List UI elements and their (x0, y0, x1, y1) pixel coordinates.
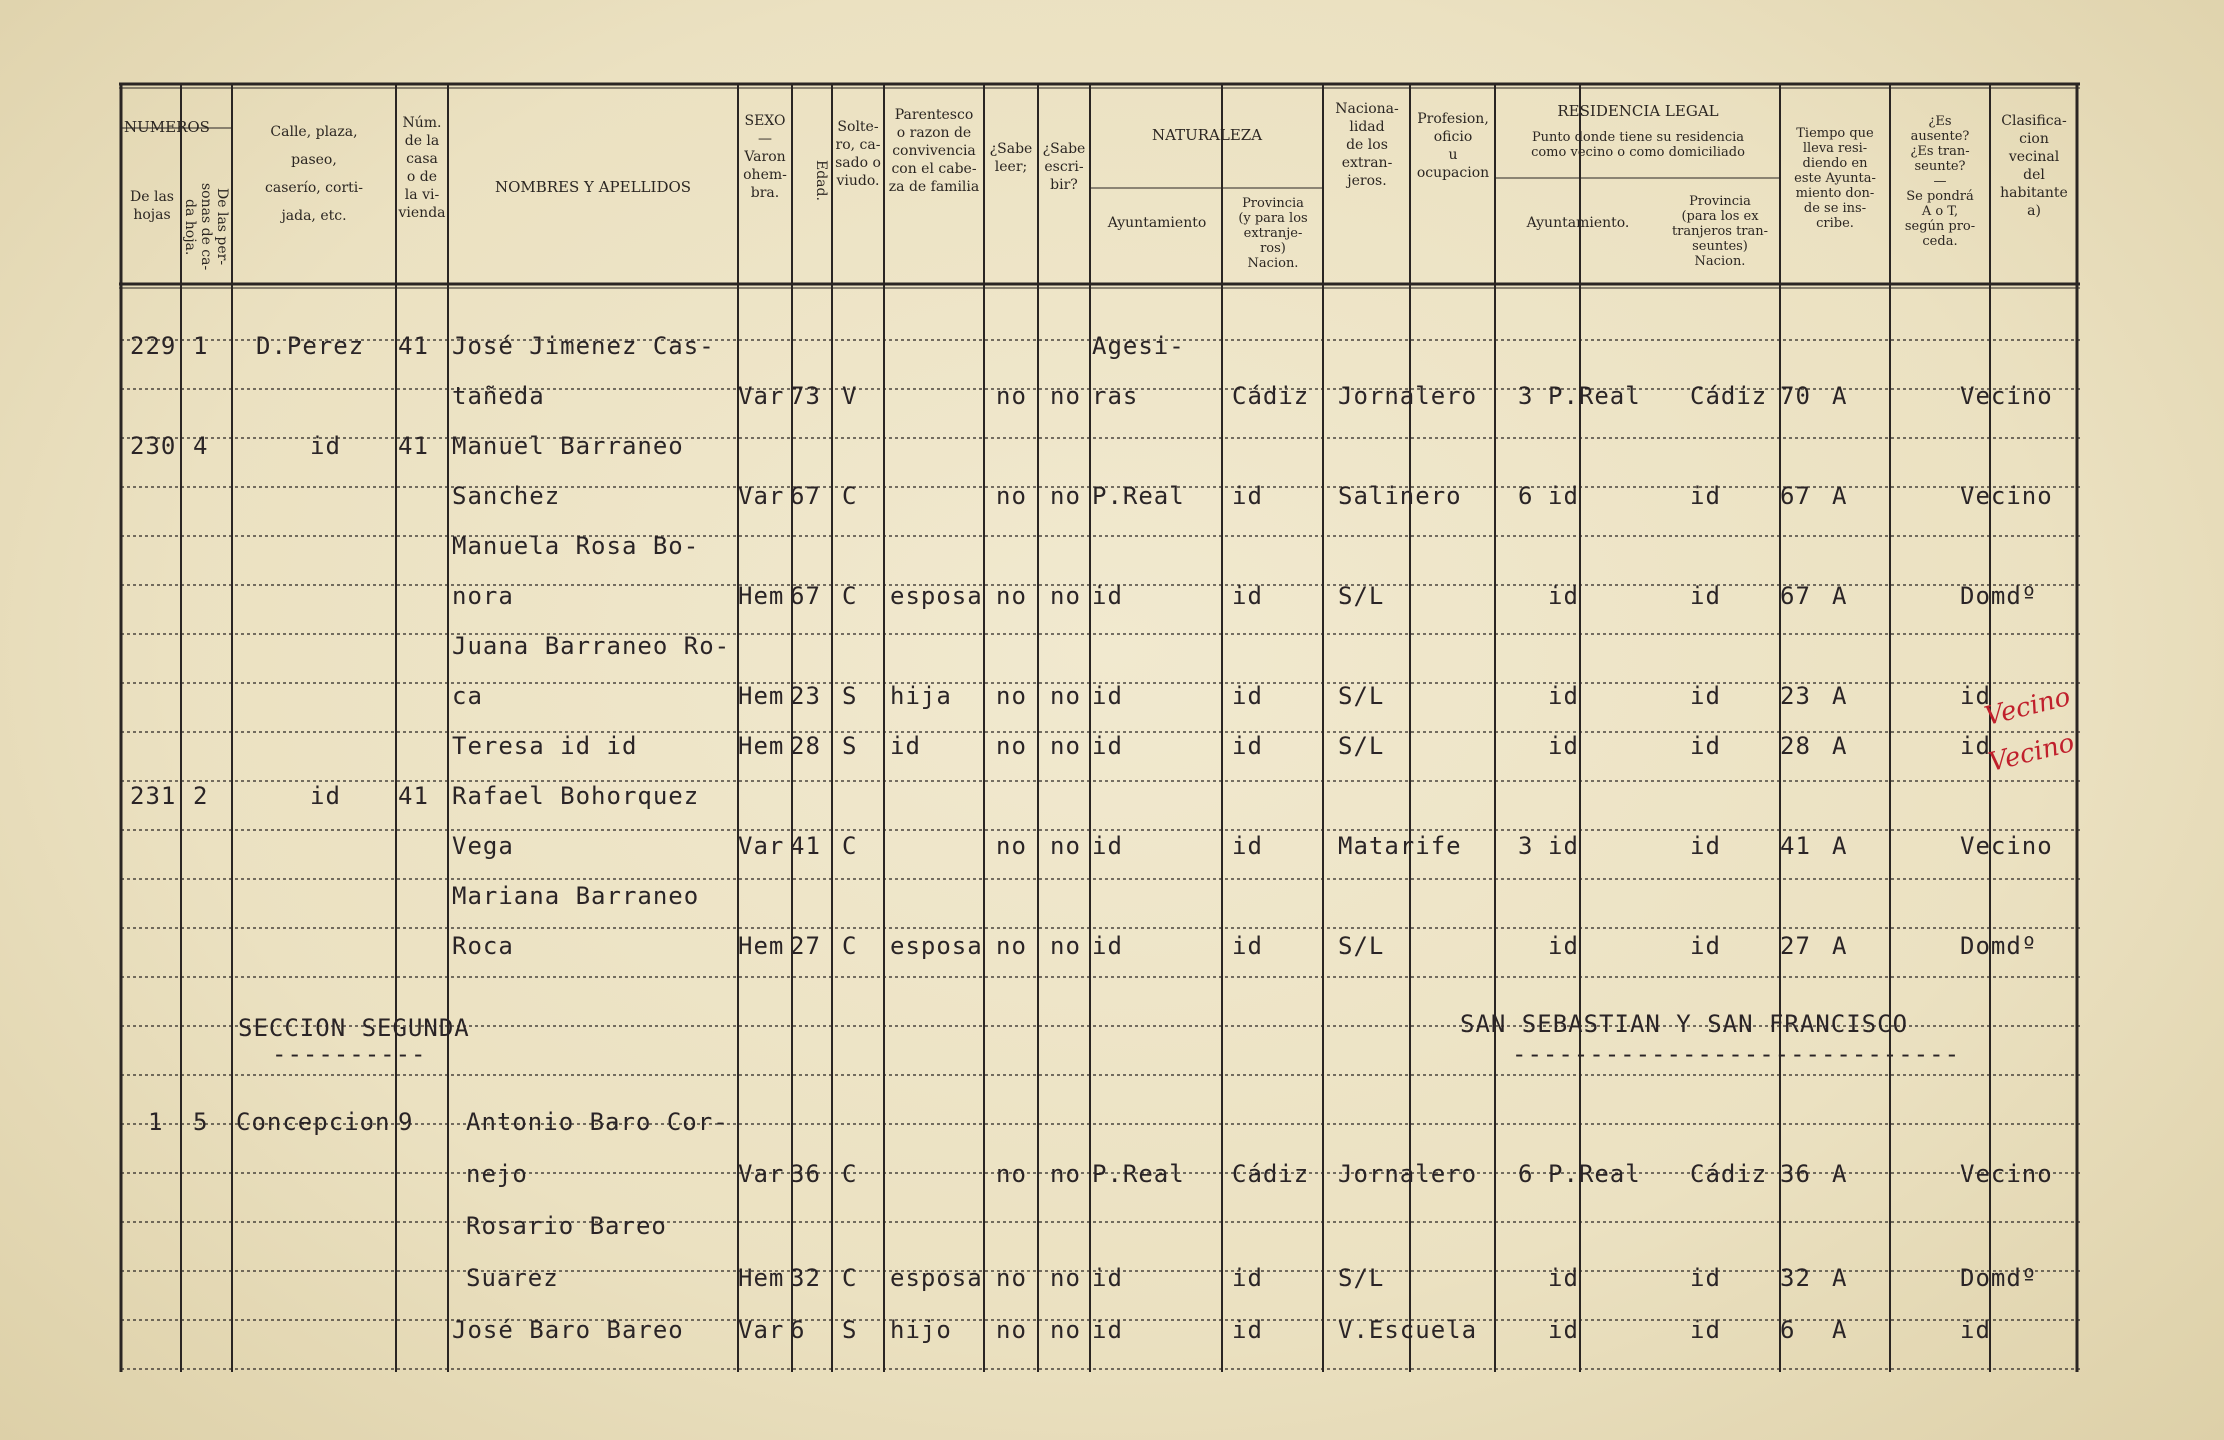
header-num-casa: Núm. de la casa o de la vi- vienda (398, 115, 446, 221)
header-de-las-hojas: De las hojas (130, 189, 174, 223)
entry-naturaleza-provincia: id (1232, 582, 1263, 610)
entry-profesion: S/L (1338, 582, 1385, 610)
entry-tiempo-inscripcion-flag: 6 (1518, 1160, 1534, 1188)
entry-naturaleza-provincia: Cádiz (1232, 1160, 1310, 1188)
entry-hoja-num: 229 (130, 332, 177, 360)
section-title-right: SAN SEBASTIAN Y SAN FRANCISCO (1460, 1010, 1909, 1038)
entry-naturaleza-ayuntamiento: id (1092, 832, 1123, 860)
entry-residencia-provincia: id (1690, 1316, 1721, 1344)
entry-naturaleza-ayuntamiento: id (1092, 932, 1123, 960)
entry-profesion: Matarife (1338, 832, 1462, 860)
entry-residencia-ayuntamiento: id (1548, 932, 1579, 960)
entry-edad: 6 (790, 1316, 806, 1344)
entry-naturaleza-ayuntamiento: id (1092, 682, 1123, 710)
entry-tiempo-residencia: 23 (1780, 682, 1811, 710)
entry-sexo: Hem (738, 732, 785, 760)
entry-edad: 32 (790, 1264, 821, 1292)
entry-residencia-provincia: Cádiz (1690, 382, 1768, 410)
handwritten-annotation: Vecino (1981, 681, 2074, 733)
handwritten-annotation: Vecino (1985, 727, 2078, 779)
entry-tiempo-inscripcion-flag: 3 (1518, 382, 1534, 410)
entry-tiempo-residencia: 27 (1780, 932, 1811, 960)
entry-tiempo-inscripcion-flag: 3 (1518, 832, 1534, 860)
entry-estado-civil: S (842, 682, 858, 710)
entry-ausente: A (1832, 1316, 1848, 1344)
entry-naturaleza-ayuntamiento: P.Real (1092, 482, 1185, 510)
entry-naturaleza-provincia: id (1232, 732, 1263, 760)
entry-sexo: Var (738, 482, 785, 510)
entry-clasificacion: Vecino (1960, 382, 2053, 410)
entry-clasificacion: Domdº (1960, 1264, 2038, 1292)
entry-calle: id (310, 782, 341, 810)
header-profesion: Profesion, oficio u ocupacion (1416, 111, 1490, 181)
entry-nombre: ca (452, 682, 483, 710)
entry-naturaleza-provincia: id (1232, 932, 1263, 960)
entry-nombre: Manuel Barraneo (452, 432, 684, 460)
entry-naturaleza-provincia: Cádiz (1232, 382, 1310, 410)
header-numeros: NUMEROS (124, 118, 210, 136)
entry-naturaleza-ayuntamiento: id (1092, 582, 1123, 610)
header-sexo: SEXO — Varon ohem- bra. (743, 113, 787, 201)
header-parentesco: Parentesco o razon de convivencia con el cabe- za de familia (888, 107, 980, 195)
entry-tiempo-inscripcion-flag: 6 (1518, 482, 1534, 510)
entry-residencia-ayuntamiento: id (1548, 682, 1579, 710)
entry-estado-civil: C (842, 1264, 858, 1292)
entry-residencia-ayuntamiento: id (1548, 732, 1579, 760)
entry-clasificacion: Vecino (1960, 1160, 2053, 1188)
entry-nombre: José Jimenez Cas- (452, 332, 715, 360)
entry-sabe-leer: no (996, 1316, 1027, 1344)
entry-tiempo-residencia: 67 (1780, 482, 1811, 510)
entry-residencia-ayuntamiento: id (1548, 482, 1579, 510)
entry-casa-num: 41 (398, 432, 429, 460)
header-edad: Edad. (813, 159, 829, 201)
entry-naturaleza-provincia: id (1232, 482, 1263, 510)
entry-casa-num: 41 (398, 782, 429, 810)
entry-profesion: V.Escuela (1338, 1316, 1478, 1344)
entry-nombre: José Baro Bareo (452, 1316, 684, 1344)
entry-sabe-leer: no (996, 732, 1027, 760)
entry-nombre: Vega (452, 832, 514, 860)
entry-nombre: Rafael Bohorquez (452, 782, 700, 810)
entry-clasificacion: Vecino (1960, 832, 2053, 860)
entry-parentesco: hijo (890, 1316, 952, 1344)
entry-ausente: A (1832, 1160, 1848, 1188)
entry-sabe-leer: no (996, 482, 1027, 510)
entry-clasificacion: Domdº (1960, 582, 2038, 610)
entry-residencia-ayuntamiento: id (1548, 1316, 1579, 1344)
entry-residencia-provincia: id (1690, 932, 1721, 960)
entry-nombre: nora (452, 582, 514, 610)
entry-persona-num: 5 (193, 1108, 209, 1136)
header-nombres: NOMBRES Y APELLIDOS (494, 178, 692, 196)
entry-residencia-ayuntamiento: P.Real (1548, 1160, 1641, 1188)
entry-edad: 36 (790, 1160, 821, 1188)
header-provincia-nat: Provincia (y para los extranje- ros) Nacion. (1238, 196, 1308, 271)
entry-estado-civil: S (842, 732, 858, 760)
entry-ausente: A (1832, 582, 1848, 610)
header-residencia-legal: RESIDENCIA LEGAL (1557, 102, 1719, 120)
entry-residencia-provincia: id (1690, 832, 1721, 860)
entry-ausente: A (1832, 732, 1848, 760)
header-ausente: ¿Es ausente? ¿Es tran- seunte? — Se pondrá A o T, según pro- ceda. (1904, 114, 1976, 249)
entry-sexo: Hem (738, 682, 785, 710)
entry-sexo: Hem (738, 932, 785, 960)
entry-sabe-escribir: no (1050, 732, 1081, 760)
entry-estado-civil: V (842, 382, 858, 410)
entry-naturaleza-provincia: id (1232, 1316, 1263, 1344)
entry-residencia-provincia: id (1690, 1264, 1721, 1292)
entry-residencia-provincia: id (1690, 732, 1721, 760)
entry-estado-civil: C (842, 832, 858, 860)
entry-persona-num: 4 (193, 432, 209, 460)
entry-edad: 67 (790, 482, 821, 510)
entry-residencia-provincia: id (1690, 682, 1721, 710)
entry-clasificacion: id (1960, 682, 1991, 710)
entry-residencia-provincia: Cádiz (1690, 1160, 1768, 1188)
header-ayuntamiento-res: Ayuntamiento. (1526, 215, 1630, 231)
entry-sexo: Var (738, 382, 785, 410)
entry-sabe-leer: no (996, 1264, 1027, 1292)
entry-naturaleza-ayuntamiento: id (1092, 732, 1123, 760)
entry-sabe-escribir: no (1050, 832, 1081, 860)
entry-edad: 28 (790, 732, 821, 760)
entry-ausente: A (1832, 832, 1848, 860)
entry-parentesco: esposa (890, 1264, 983, 1292)
entry-naturaleza-provincia: id (1232, 1264, 1263, 1292)
entry-estado-civil: C (842, 582, 858, 610)
entry-tiempo-residencia: 41 (1780, 832, 1811, 860)
entry-ausente: A (1832, 682, 1848, 710)
entry-edad: 73 (790, 382, 821, 410)
entry-sabe-escribir: no (1050, 1264, 1081, 1292)
header-de-las-personas: De las per- sonas de ca- da hoja. (182, 183, 230, 271)
entry-nombre: Mariana Barraneo (452, 882, 700, 910)
entry-casa-num: 9 (398, 1108, 414, 1136)
entry-ausente: A (1832, 932, 1848, 960)
header-provincia-res: Provincia (para los ex tranjeros tran- seuntes) Nacion. (1671, 194, 1769, 269)
entry-tiempo-residencia: 36 (1780, 1160, 1811, 1188)
entry-nombre: Manuela Rosa Bo- (452, 532, 700, 560)
entry-calle: D.Perez (256, 332, 365, 360)
entry-naturaleza-provincia: id (1232, 682, 1263, 710)
entry-edad: 41 (790, 832, 821, 860)
entry-sabe-escribir: no (1050, 482, 1081, 510)
entry-profesion: Jornalero (1338, 382, 1478, 410)
header-soltero: Solte- ro, ca- sado o viudo. (835, 119, 881, 189)
entry-clasificacion: id (1960, 1316, 1991, 1344)
entry-parentesco: esposa (890, 582, 983, 610)
entry-tiempo-residencia: 6 (1780, 1316, 1796, 1344)
entry-persona-num: 2 (193, 782, 209, 810)
entry-sexo: Var (738, 1160, 785, 1188)
header-nacionalidad: Naciona- lidad de los extran- jeros. (1335, 101, 1399, 189)
entry-estado-civil: C (842, 482, 858, 510)
entry-clasificacion: id (1960, 732, 1991, 760)
entry-naturaleza-ayuntamiento: P.Real (1092, 1160, 1185, 1188)
entry-sabe-leer: no (996, 682, 1027, 710)
entry-edad: 67 (790, 582, 821, 610)
entry-sexo: Hem (738, 582, 785, 610)
header-ayuntamiento: Ayuntamiento (1107, 215, 1207, 231)
entry-nombre: Suarez (466, 1264, 559, 1292)
entry-sexo: Hem (738, 1264, 785, 1292)
entry-ausente: A (1832, 482, 1848, 510)
entry-sabe-leer: no (996, 1160, 1027, 1188)
section-underline-right: ----------------------------- (1512, 1040, 1961, 1068)
header-sabe-leer: ¿Sabe leer; (989, 141, 1033, 175)
entry-profesion: S/L (1338, 682, 1385, 710)
entry-residencia-provincia: id (1690, 582, 1721, 610)
entry-sabe-leer: no (996, 382, 1027, 410)
section-title-left: SECCION SEGUNDA (238, 1014, 470, 1042)
entry-tiempo-residencia: 32 (1780, 1264, 1811, 1292)
entry-nombre: nejo (466, 1160, 528, 1188)
entry-tiempo-residencia: 67 (1780, 582, 1811, 610)
section-underline-left: ---------- (272, 1040, 427, 1068)
entry-estado-civil: C (842, 1160, 858, 1188)
entry-ausente: A (1832, 1264, 1848, 1292)
entry-hoja-num: 231 (130, 782, 177, 810)
entry-edad: 23 (790, 682, 821, 710)
entry-calle: Concepcion (236, 1108, 391, 1136)
entry-parentesco: hija (890, 682, 952, 710)
entry-calle: id (310, 432, 341, 460)
entry-hoja-num: 1 (148, 1108, 164, 1136)
entry-residencia-ayuntamiento: id (1548, 582, 1579, 610)
entry-sabe-leer: no (996, 932, 1027, 960)
entry-nombre: tañeda (452, 382, 545, 410)
entry-edad: 27 (790, 932, 821, 960)
entry-residencia-provincia: id (1690, 482, 1721, 510)
entry-tiempo-residencia: 70 (1780, 382, 1811, 410)
entry-naturaleza-ayuntamiento: id (1092, 1316, 1123, 1344)
entry-clasificacion: Domdº (1960, 932, 2038, 960)
entry-parentesco: id (890, 732, 921, 760)
entry-sabe-escribir: no (1050, 932, 1081, 960)
entry-naturaleza-provincia: id (1232, 832, 1263, 860)
header-clasificacion: Clasifica- cion vecinal del habitante a) (2000, 113, 2068, 219)
entry-clasificacion: Vecino (1960, 482, 2053, 510)
entry-profesion: S/L (1338, 932, 1385, 960)
entry-residencia-ayuntamiento: P.Real (1548, 382, 1641, 410)
entry-naturaleza-ayuntamiento: ras (1092, 382, 1139, 410)
entry-profesion: Salinero (1338, 482, 1462, 510)
entry-casa-num: 41 (398, 332, 429, 360)
entry-sabe-leer: no (996, 582, 1027, 610)
entry-residencia-ayuntamiento: id (1548, 1264, 1579, 1292)
entry-sexo: Var (738, 1316, 785, 1344)
entry-naturaleza-ayuntamiento: id (1092, 1264, 1123, 1292)
entry-nombre: Roca (452, 932, 514, 960)
entry-nombre: Teresa id id (452, 732, 638, 760)
entry-nombre: Antonio Baro Cor- (466, 1108, 729, 1136)
entry-sexo: Var (738, 832, 785, 860)
entry-sabe-escribir: no (1050, 682, 1081, 710)
entry-residencia-ayuntamiento: id (1548, 832, 1579, 860)
entry-ausente: A (1832, 382, 1848, 410)
entry-nombre: Sanchez (452, 482, 561, 510)
header-calle: Calle, plaza, paseo, caserío, corti- jada, etc. (265, 124, 363, 224)
entry-sabe-escribir: no (1050, 1316, 1081, 1344)
entry-sabe-escribir: no (1050, 382, 1081, 410)
header-sabe-escribir: ¿Sabe escri- bir? (1042, 141, 1086, 193)
entry-hoja-num: 230 (130, 432, 177, 460)
entry-profesion: S/L (1338, 732, 1385, 760)
entry-nombre: Rosario Bareo (466, 1212, 667, 1240)
entry-sabe-escribir: no (1050, 1160, 1081, 1188)
entry-naturaleza-ayuntamiento: Agesi- (1092, 332, 1185, 360)
entry-persona-num: 1 (193, 332, 209, 360)
header-tiempo: Tiempo que lleva resi- diendo en este Ayunta- miento don- de se ins- cribe. (1794, 126, 1876, 231)
entry-estado-civil: C (842, 932, 858, 960)
entry-sabe-escribir: no (1050, 582, 1081, 610)
entry-profesion: S/L (1338, 1264, 1385, 1292)
header-residencia-sub: Punto donde tiene su residencia como vecino o como domiciliado (1531, 130, 1745, 160)
entry-parentesco: esposa (890, 932, 983, 960)
entry-tiempo-residencia: 28 (1780, 732, 1811, 760)
entry-estado-civil: S (842, 1316, 858, 1344)
entry-profesion: Jornalero (1338, 1160, 1478, 1188)
header-naturaleza: NATURALEZA (1151, 126, 1263, 144)
entry-nombre: Juana Barraneo Ro- (452, 632, 731, 660)
entry-sabe-leer: no (996, 832, 1027, 860)
